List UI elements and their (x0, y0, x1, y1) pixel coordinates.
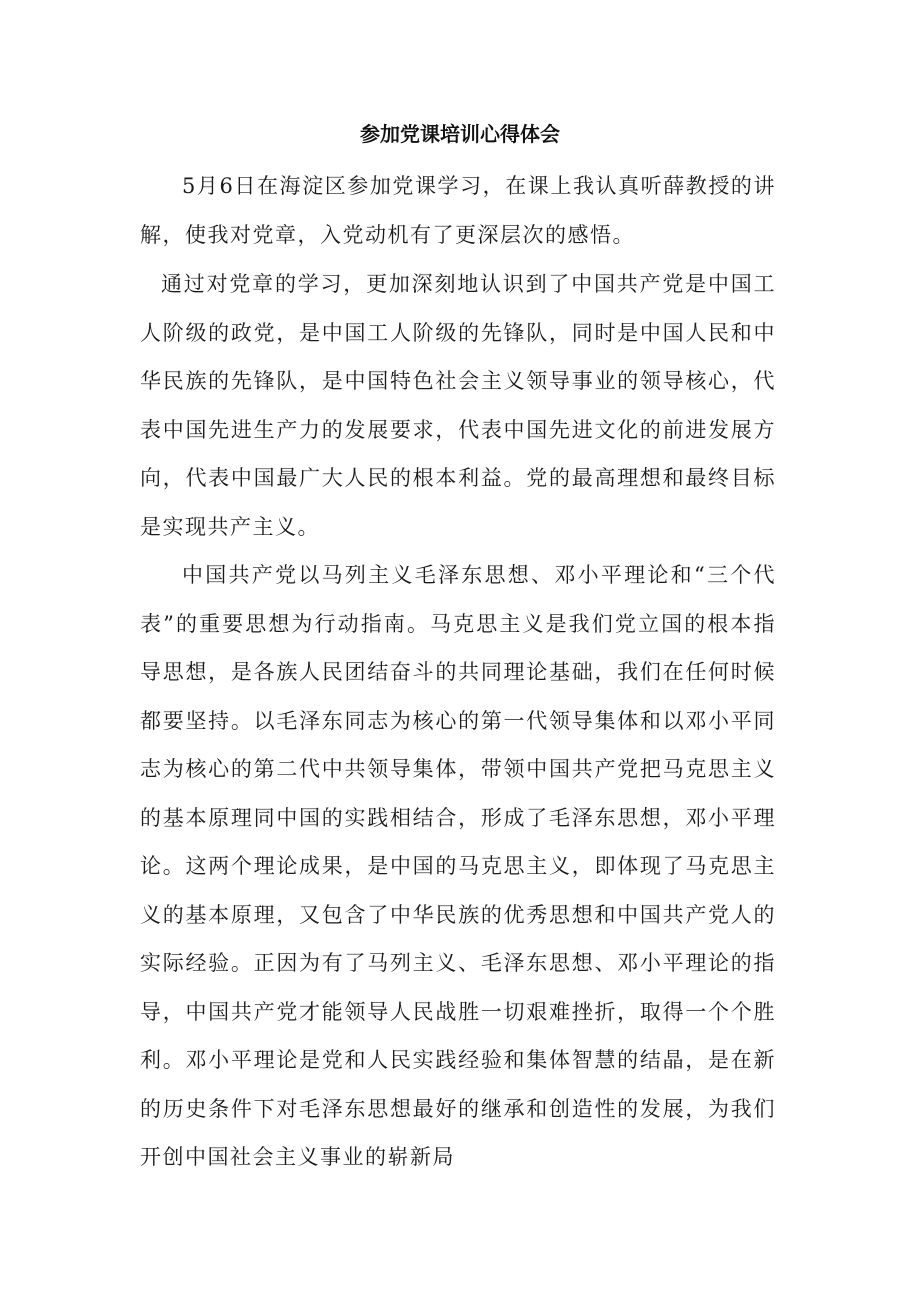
paragraph-3: 中国共产党以马列主义毛泽东思想、邓小平理论和“三个代表”的重要思想为行动指南。马克思主义是我们党立国的根本指导思想，是各族人民团结奋斗的共同理论基础，我们在任何时候都要坚持。以毛泽东同志为核心的第一代领导集体和以邓小平同志为核心的第二代中共领导集体，带领中国共产党把马克思主义的基本原理同中国的实践相结合，形成了毛泽东思想，邓小平理论。这两个理论成果，是中国的马克思主义，即体现了马克思主义的基本原理，又包含了中华民族的优秀思想和中国共产党人的实际经验。正因为有了马列主义、毛泽东思想、邓小平理论的指导，中国共产党才能领导人民战胜一切艰难挫折，取得一个个胜利。邓小平理论是党和人民实践经验和集体智慧的结晶，是在新的历史条件下对毛泽东思想最好的继承和创造性的发展，为我们开创中国社会主义事业的崭新局 (140, 563, 776, 1169)
document-title: 参加党课培训心得体会 (360, 122, 560, 146)
paragraph-1: 5月6日在海淀区参加党课学习，在课上我认真听薛教授的讲解，使我对党章，入党动机有了更深层次的感悟。 (140, 174, 776, 247)
paragraph-2: 通过对党章的学习，更加深刻地认识到了中国共产党是中国工人阶级的政党，是中国工人阶级的先锋队，同时是中国人民和中华民族的先锋队，是中国特色社会主义领导事业的领导核心，代表中国先进生产力的发展要求，代表中国先进文化的前进发展方向，代表中国最广大人民的根本利益。党的最高理想和最终目标是实现共产主义。 (140, 272, 776, 539)
